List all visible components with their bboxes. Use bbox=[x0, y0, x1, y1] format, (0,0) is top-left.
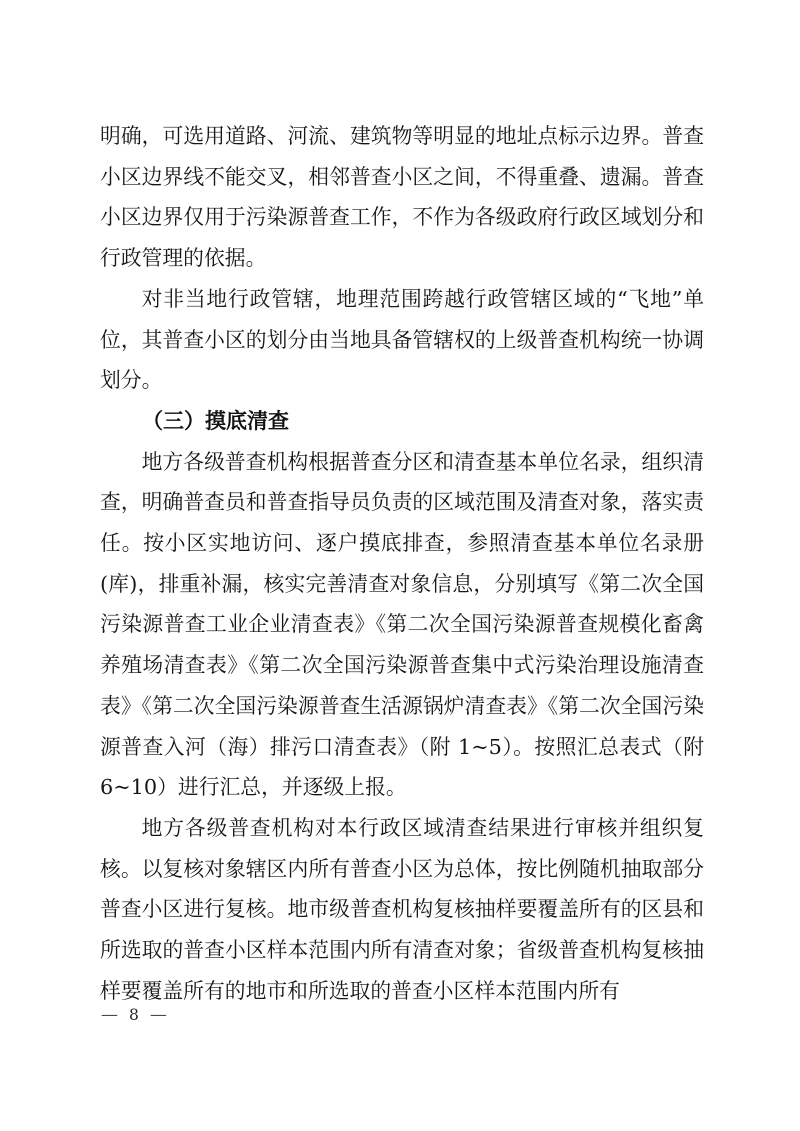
document-body bbox=[100, 116, 704, 1011]
page-footer bbox=[101, 1001, 167, 1029]
section-heading-modiqingcha: （三）摸底清查 bbox=[142, 408, 289, 433]
paragraph-survey-forms: 地方各级普查机构根据普查分区和清查基本单位名录，组织清查，明确普查员和普查指导员负责的区域范围及清查对象，落实责任。按小区实地访问、逐户摸底排查，参照清查基本单位名录册(库)，排重补漏，核实完善清查对象信息，分别填写《第二次全国污染源普查工业企业清查表》《第二次全国污染源普查规模化畜禽养殖场清查表》《第二次全国污染源普查集中式污染治理设施清查表》《第二次全国污染源普查生活源锅炉清查表》《第二次全国污染源普查入河（海）排污口清查表》（附 1~5）。按照汇总表式（附 6~10）进行汇总，并逐级上报。 bbox=[100, 449, 704, 800]
footer-dash-left: — bbox=[101, 1005, 118, 1025]
page-number: 8 bbox=[129, 1006, 139, 1024]
footer-dash-right: — bbox=[149, 1005, 167, 1025]
paragraph-boundary-rules: 明确，可选用道路、河流、建筑物等明显的地址点标示边界。普查小区边界线不能交叉，相邻普查小区之间，不得重叠、遗漏。普查小区边界仅用于污染源普查工作，不作为各级政府行政区域划分和行政管理的依据。 bbox=[100, 124, 704, 271]
paragraph-review-sampling: 地方各级普查机构对本行政区域清查结果进行审核并组织复核。以复核对象辖区内所有普查小区为总体，按比例随机抽取部分普查小区进行复核。地市级普查机构复核抽样要覆盖所有的区县和所选取的普查小区样本范围内所有清查对象；省级普查机构复核抽样要覆盖所有的地市和所选取的普查小区样本范围内所有 bbox=[100, 815, 704, 1003]
paragraph-enclave-units: 对非当地行政管辖，地理范围跨越行政管辖区域的“飞地”单位，其普查小区的划分由当地具备管辖权的上级普查机构统一协调划分。 bbox=[100, 286, 704, 393]
